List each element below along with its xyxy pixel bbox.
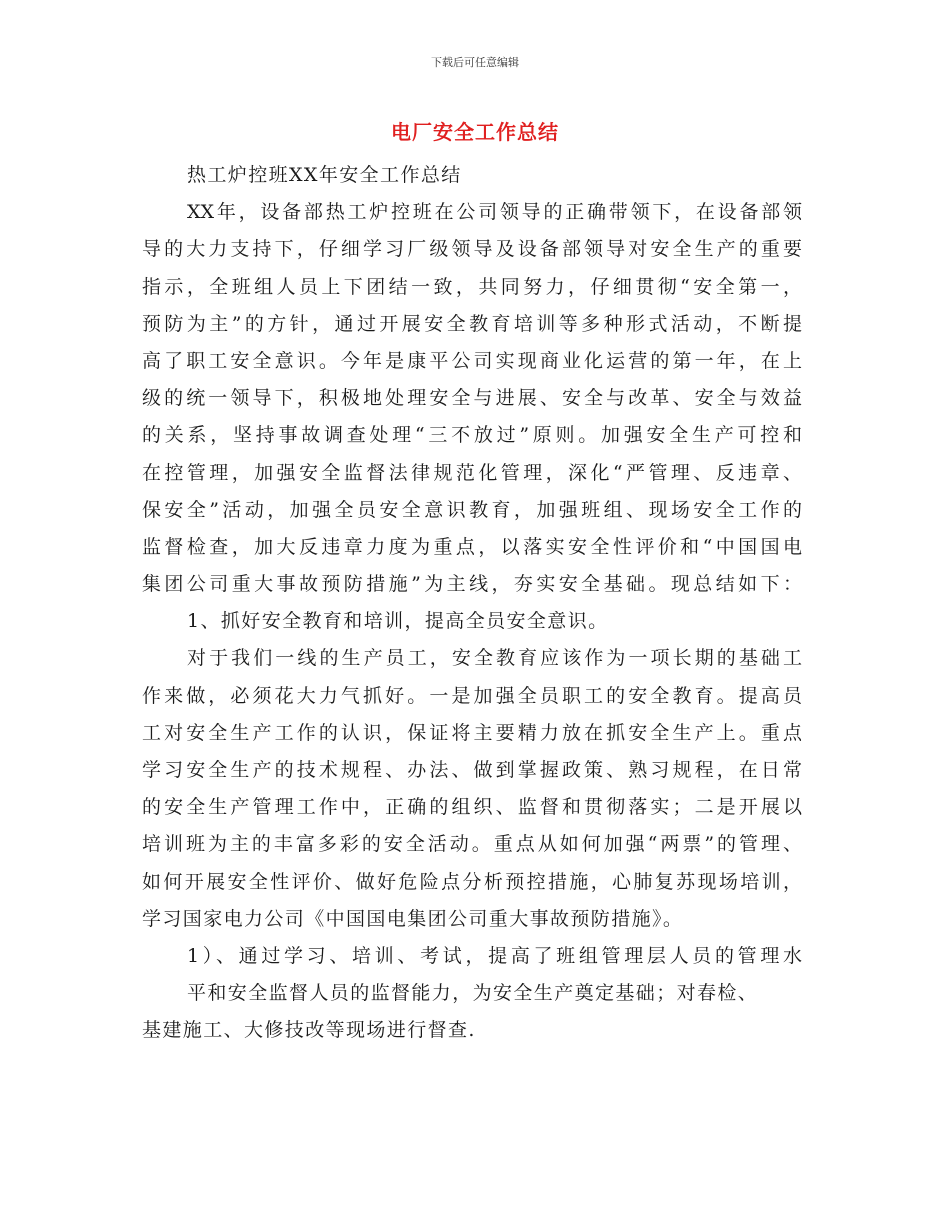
paragraph-line: 级的统一领导下，积极地处理安全与进展、安全与改革、安全与效益 bbox=[142, 387, 802, 410]
paragraph-line: 基建施工、大修技改等现场进行督查. bbox=[142, 1019, 476, 1042]
paragraph-line: 的关系，坚持事故调查处理“三不放过”原则。加强安全生产可控和 bbox=[142, 424, 802, 447]
paragraph-line: 高了职工安全意识。今年是康平公司实现商业化运营的第一年，在上 bbox=[142, 349, 802, 372]
paragraph-line: 1、抓好安全教育和培训，提高全员安全意识。 bbox=[187, 610, 609, 633]
paragraph-line: 热工炉控班XX年安全工作总结 bbox=[187, 164, 462, 186]
document-title: 电厂安全工作总结 bbox=[391, 120, 559, 144]
paragraph-line: 培训班为主的丰富多彩的安全活动。重点从如何加强“两票”的管理、 bbox=[142, 833, 802, 856]
paragraph-line: 预防为主”的方针，通过开展安全教育培训等多种形式活动，不断提 bbox=[142, 312, 802, 335]
paragraph-line: 指示，全班组人员上下团结一致，共同努力，仔细贯彻“安全第一， bbox=[142, 275, 802, 298]
paragraph-line: 学习安全生产的技术规程、办法、做到掌握政策、熟习规程，在日常 bbox=[142, 759, 802, 781]
paragraph-line: 的安全生产管理工作中，正确的组织、监督和贯彻落实；二是开展以 bbox=[142, 796, 802, 819]
document-body bbox=[142, 157, 802, 1050]
paragraph-line: 如何开展安全性评价、做好危险点分析预控措施，心肺复苏现场培训， bbox=[142, 870, 802, 893]
paragraph-line: 1）、通过学习、培训、考试，提高了班组管理层人员的管理水 bbox=[187, 944, 802, 967]
paragraph-line: 作来做，必须花大力气抓好。一是加强全员职工的安全教育。提高员 bbox=[142, 684, 802, 707]
paragraph-line: 在控管理，加强安全监督法律规范化管理，深化“严管理、反违章、 bbox=[142, 461, 802, 484]
paragraph-line: 监督检查，加大反违章力度为重点，以落实安全性评价和“中国国电 bbox=[142, 535, 802, 558]
paragraph-line: 学习国家电力公司《中国国电集团公司重大事故预防措施》。 bbox=[142, 907, 684, 930]
paragraph-line: 对于我们一线的生产员工，安全教育应该作为一项长期的基础工 bbox=[187, 647, 802, 670]
paragraph-line: 保安全”活动，加强全员安全意识教育，加强班组、现场安全工作的 bbox=[142, 498, 802, 521]
paragraph-line: 平和安全监督人员的监督能力，为安全生产奠定基础；对春检、 bbox=[187, 982, 759, 1005]
paragraph-line: XX年，设备部热工炉控班在公司领导的正确带领下，在设备部领 bbox=[187, 201, 802, 224]
paragraph-line: 集团公司重大事故预防措施”为主线，夯实安全基础。现总结如下： bbox=[142, 573, 802, 596]
paragraph-line: 导的大力支持下，仔细学习厂级领导及设备部领导对安全生产的重要 bbox=[142, 238, 802, 261]
paragraph-line: 工对安全生产工作的认识，保证将主要精力放在抓安全生产上。重点 bbox=[142, 721, 802, 744]
page-header: 下载后可任意编辑 bbox=[431, 56, 519, 69]
